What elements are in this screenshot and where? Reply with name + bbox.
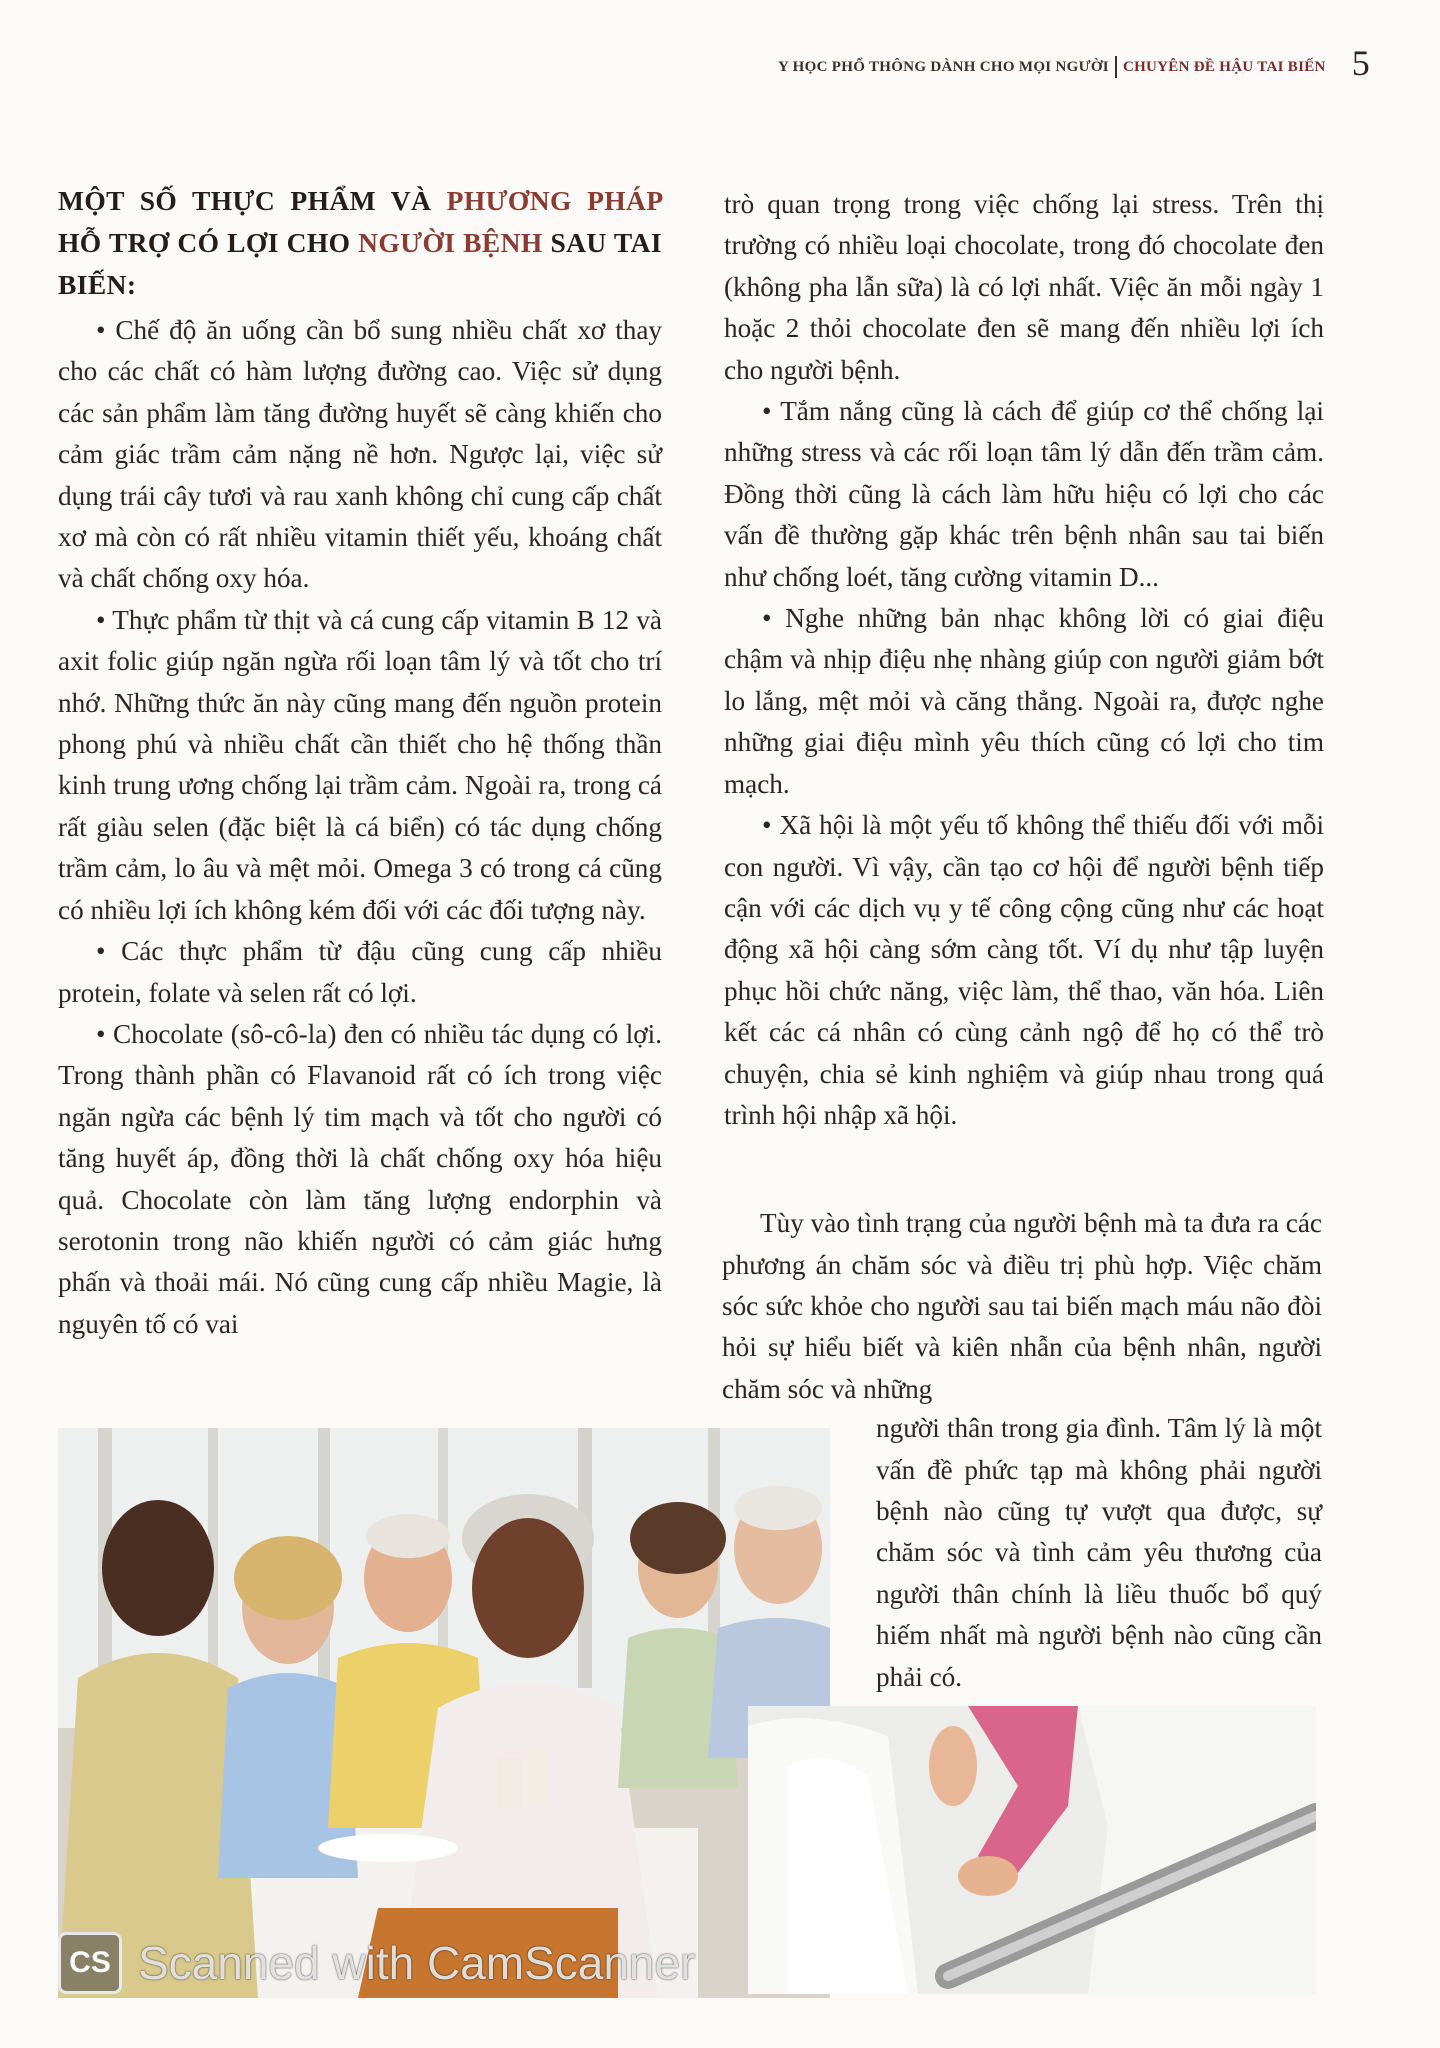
bullet-text: Chế độ ăn uống cần bổ sung nhiều chất xơ thay cho các chất có hàm lượng đường cao. Việc sử dụng các sản phẩm làm tăng đường huyết sẽ càng khiến cho cảm giác trầm cảm nặng nề hơn. Ngược lại, việc sử dụng trái cây tươi và rau xanh không chỉ cung cấp chất xơ mà còn có rất nhiều vitamin thiết yếu, khoáng chất và chất chống oxy hóa. [58, 315, 663, 594]
watermark-text: Scanned with CamScanner [138, 1937, 696, 1989]
bullet-item [58, 310, 662, 600]
closing-paragraph: Tùy vào tình trạng của người bệnh mà ta đưa ra các phương án chăm sóc và điều trị phù hợp. Việc chăm sóc sức khỏe cho người sau tai biến mạch máu não đòi hỏi sự hiểu biết và kiên nhẫn của bệnh nhân, người chăm sóc và những [722, 1208, 1322, 1404]
scanner-watermark [58, 1932, 695, 1994]
bullet-text: Tắm nắng cũng là cách để giúp cơ thể chống lại những stress và các rối loạn tâm lý dẫn đến trầm cảm. Đồng thời cũng là cách làm hữu hiệu có lợi cho các vấn đề thường gặp khác trên bệnh nhân sau tai biến như chống loét, tăng cường vitamin D... [724, 396, 1324, 592]
heading-accent: PHƯƠNG PHÁP [446, 185, 662, 216]
bullet-icon: • [96, 1018, 106, 1049]
bullet-text: Nghe những bản nhạc không lời có giai điệu chậm và nhịp điệu nhẹ nhàng giúp con người giảm bớt lo lắng, mệt mỏi và căng thẳng. Ngoài ra, được nghe những giai điệu mình yêu thích cũng có lợi cho tim mạch. [724, 603, 1325, 799]
page-number: 5 [1351, 43, 1370, 83]
bullet-item [58, 1014, 662, 1345]
bullet-icon: • [762, 396, 772, 427]
group-dining-photo [58, 1428, 830, 1998]
continued-paragraph: trò quan trọng trong việc chống lại stress. Trên thị trường có nhiều loại chocolate, trong đó chocolate đen (không pha lẫn sữa) là có lợi nhất. Việc ăn mỗi ngày 1 hoặc 2 thỏi chocolate đen sẽ mang đến nhiều lợi ích cho người bệnh. [724, 189, 1324, 385]
group-dining-illustration [58, 1428, 830, 1998]
bullet-icon: • [762, 603, 772, 634]
bullet-item [58, 600, 662, 931]
bullet-icon: • [96, 936, 106, 967]
bullet-icon: • [96, 315, 106, 345]
header-divider [1115, 56, 1117, 78]
bullet-text: Chocolate (sô-cô-la) đen có nhiều tác dụng có lợi. Trong thành phần có Flavanoid rất có ích trong việc ngăn ngừa các bệnh lý tim mạch và tốt cho người có tăng huyết áp, đồng thời là chất chống oxy hóa hiệu quả. Chocolate còn làm tăng lượng endorphin và serotonin trong não khiến người có cảm giác hưng phấn và thoải mái. Nó cũng cung cấp nhiều Magie, là nguyên tố có vai [58, 1018, 663, 1339]
bullet-text: Xã hội là một yếu tố không thể thiếu đối với mỗi con người. Vì vậy, cần tạo cơ hội để người bệnh tiếp cận với các dịch vụ y tế công cộng cũng như các hoạt động xã hội càng sớm càng tốt. Ví dụ như tập luyện phục hồi chức năng, việc làm, thể thao, văn hóa. Liên kết các cá nhân có cùng cảnh ngộ để họ có thể trò chuyện, chia sẻ kinh nghiệm và giúp nhau trong quá trình hội nhập xã hội. [724, 810, 1324, 1130]
right-column [724, 184, 1324, 1136]
heading-part: MỘT SỐ THỰC PHẨM VÀ [58, 185, 447, 216]
bullet-item [724, 805, 1324, 1136]
left-column [58, 180, 662, 1345]
bullet-text: Các thực phẩm từ đậu cũng cung cấp nhiều protein, folate và selen rất có lợi. [58, 936, 662, 1008]
bullet-icon: • [96, 604, 106, 635]
bullet-item [724, 391, 1324, 598]
running-header [778, 43, 1370, 88]
bullet-item [58, 931, 662, 1014]
rehabilitation-illustration [748, 1706, 1316, 1994]
article-heading [58, 180, 662, 306]
heading-part: SAU TAI BIẾN: [58, 227, 662, 300]
rehabilitation-photo [748, 1706, 1316, 1994]
camscanner-logo-icon: CS [58, 1932, 122, 1994]
magazine-title: Y HỌC PHỔ THÔNG DÀNH CHO MỌI NGƯỜI [778, 58, 1109, 75]
bullet-icon: • [762, 810, 772, 841]
closing-paragraph-continued: người thân trong gia đình. Tâm lý là một vấn đề phức tạp mà không phải người bệnh nào cũng tự vượt qua được, sự chăm sóc và tình cảm yêu thương của người thân chính là liều thuốc bổ quý hiếm nhất mà người bệnh nào cũng cần phải có. [876, 1413, 1322, 1692]
heading-accent: NGƯỜI BỆNH [358, 227, 543, 258]
heading-part: HỖ TRỢ CÓ LỢI CHO [58, 227, 359, 258]
bullet-text: Thực phẩm từ thịt và cá cung cấp vitamin B 12 và axit folic giúp ngăn ngừa rối loạn tâm lý và tốt cho trí nhớ. Những thức ăn này cũng mang đến nguồn protein phong phú và nhiều chất cần thiết cho hệ thống thần kinh trung ương chống lại trầm cảm. Ngoài ra, trong cá rất giàu selen (đặc biệt là cá biển) có tác dụng chống trầm cảm, lo âu và mệt mỏi. Omega 3 có trong cá cũng có nhiều lợi ích không kém đối với các đối tượng này. [58, 604, 662, 925]
bullet-item [724, 598, 1324, 805]
section-title: CHUYÊN ĐỀ HẬU TAI BIẾN [1122, 58, 1326, 75]
